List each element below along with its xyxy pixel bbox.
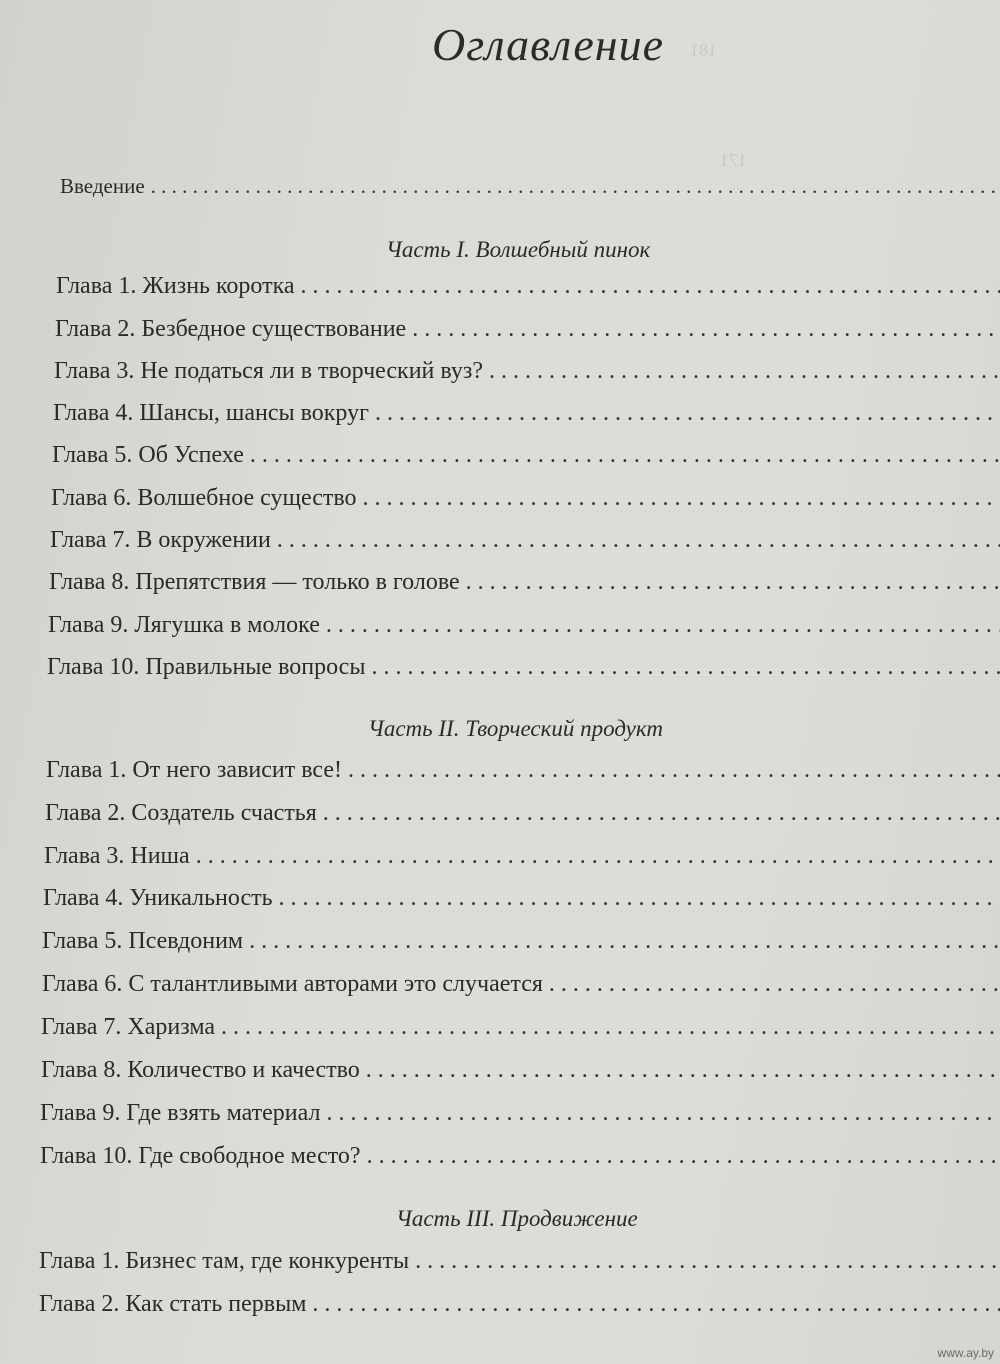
dot-leader <box>249 928 1000 955</box>
toc-entry-label: Глава 10. Правильные вопросы <box>47 654 366 680</box>
toc-entry-label: Глава 7. В окружении <box>50 527 271 553</box>
toc-entry-label: Глава 1. От него зависит все! <box>46 757 343 783</box>
dot-leader <box>151 174 1000 199</box>
toc-entry-label: Глава 3. Ниша <box>44 843 190 869</box>
dot-leader <box>312 1291 1000 1318</box>
dot-leader <box>277 527 1000 554</box>
part-heading: Часть II. Творческий продукт <box>368 716 663 741</box>
dot-leader <box>549 971 1000 998</box>
toc-entry[interactable] <box>43 885 1000 912</box>
dot-leader <box>323 800 1000 827</box>
toc-entry-label: Глава 6. Волшебное существо <box>51 485 357 511</box>
dot-leader <box>375 400 1000 427</box>
toc-entry[interactable] <box>55 316 1000 343</box>
toc-entry-label: Глава 1. Жизнь коротка <box>56 273 295 299</box>
dot-leader <box>196 843 1000 870</box>
toc-entry[interactable] <box>44 843 1000 870</box>
toc-entry[interactable] <box>52 442 1000 469</box>
toc-entry[interactable] <box>40 1100 1000 1127</box>
toc-entry-label: Глава 2. Как стать первым <box>39 1291 307 1317</box>
toc-entry-label: Глава 9. Где взять материал <box>40 1100 321 1126</box>
toc-entry[interactable] <box>41 1014 1000 1041</box>
toc-entry-label: Глава 10. Где свободное место? <box>40 1143 361 1169</box>
show-through-text: 171 <box>720 150 747 170</box>
toc-entry-label: Глава 1. Бизнес там, где конкуренты <box>39 1248 410 1274</box>
toc-entry-label: Глава 4. Шансы, шансы вокруг <box>53 400 369 426</box>
dot-leader <box>415 1248 1000 1275</box>
dot-leader <box>348 757 1000 784</box>
toc-entry-label: Введение <box>60 174 145 198</box>
dot-leader <box>371 654 1000 681</box>
toc-entry-label: Глава 8. Препятствия — только в голове <box>49 569 460 595</box>
toc-entry-label: Глава 5. Псевдоним <box>42 928 244 954</box>
part-heading: Часть I. Волшебный пинок <box>386 237 651 262</box>
toc-entry-label: Глава 4. Уникальность <box>43 885 273 911</box>
toc-entry[interactable] <box>39 1248 1000 1275</box>
dot-leader <box>466 569 1000 596</box>
toc-entry[interactable] <box>46 757 1000 784</box>
toc-entry-label: Глава 9. Лягушка в молоке <box>48 612 320 638</box>
dot-leader <box>489 358 1000 385</box>
dot-leader <box>367 1143 1000 1170</box>
toc-entry-label: Глава 7. Харизма <box>41 1014 216 1040</box>
dot-leader <box>326 612 1000 639</box>
dot-leader <box>221 1014 1000 1041</box>
page-title: Оглавление <box>431 19 664 70</box>
toc-entry[interactable] <box>54 358 1000 385</box>
toc-entry-label: Глава 6. С талантливыми авторами это случается <box>42 971 543 997</box>
toc-entry[interactable] <box>53 400 1000 427</box>
part-heading: Часть III. Продвижение <box>396 1206 638 1231</box>
toc-entry-intro[interactable] <box>60 174 1000 199</box>
watermark: www.ay.by <box>937 1346 994 1360</box>
show-through-text: 181 <box>690 40 717 60</box>
toc-entry[interactable] <box>56 273 1000 300</box>
toc-entry-label: Глава 8. Количество и качество <box>41 1057 360 1083</box>
toc-entry[interactable] <box>40 1143 1000 1170</box>
dot-leader <box>301 273 1000 300</box>
toc-entry[interactable] <box>49 569 1000 596</box>
dot-leader <box>279 885 1000 912</box>
toc-entry[interactable] <box>45 800 1000 827</box>
toc-entry[interactable] <box>42 971 1000 998</box>
dot-leader <box>363 485 1000 512</box>
toc-entry[interactable] <box>47 654 1000 681</box>
toc-entry[interactable] <box>41 1057 1000 1084</box>
toc-entry-label: Глава 2. Безбедное существование <box>55 316 407 342</box>
toc-entry-label: Глава 2. Создатель счастья <box>45 800 317 826</box>
dot-leader <box>250 442 1000 469</box>
dot-leader <box>326 1100 1000 1127</box>
toc-entry[interactable] <box>48 612 1000 639</box>
dot-leader <box>412 316 1000 343</box>
toc-entry[interactable] <box>50 527 1000 554</box>
dot-leader <box>366 1057 1000 1084</box>
toc-entry[interactable] <box>39 1291 1000 1318</box>
toc-entry[interactable] <box>42 928 1000 955</box>
toc-entry-label: Глава 3. Не податься ли в творческий вуз? <box>54 358 484 384</box>
toc-entry-label: Глава 5. Об Успехе <box>52 442 244 468</box>
toc-entry[interactable] <box>51 485 1000 512</box>
